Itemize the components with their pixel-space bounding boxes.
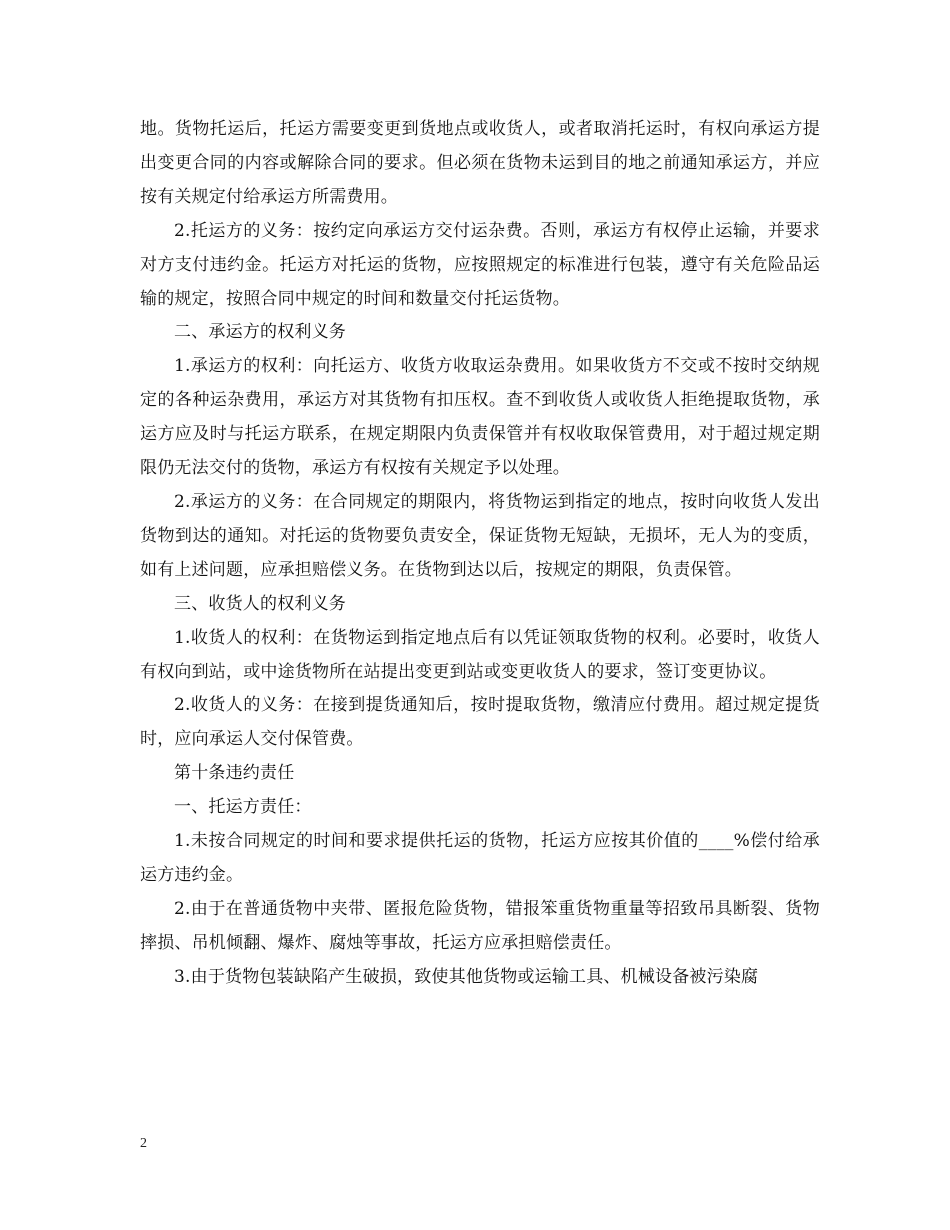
paragraph: 1.收货人的权利：在货物运到指定地点后有以凭证领取货物的权利。必要时，收货人有权向到站，或中途货物所在站提出变更到站或变更收货人的要求，签订变更协议。 bbox=[140, 627, 820, 682]
section-heading: 二、承运方的权利义务 bbox=[174, 322, 346, 343]
document-body bbox=[140, 113, 820, 995]
paragraph: 地。货物托运后，托运方需要变更到货地点或收货人，或者取消托运时，有权向承运方提出变更合同的内容或解除合同的要求。但必须在货物未运到目的地之前通知承运方，并应按有关规定付给承运方所需费用。 bbox=[140, 119, 820, 207]
article-heading: 第十条违约责任 bbox=[174, 763, 295, 784]
paragraph: 1.未按合同规定的时间和要求提供托运的货物，托运方应按其价值的____%偿付给承运方违约金。 bbox=[140, 831, 820, 885]
paragraph: 2.托运方的义务：按约定向承运方交付运杂费。否则，承运方有权停止运输，并要求对方支付违约金。托运方对托运的货物，应按照规定的标准进行包装，遵守有关危险品运输的规定，按照合同中规定的时间和数量交付托运货物。 bbox=[140, 220, 820, 309]
section-heading: 一、托运方责任： bbox=[174, 797, 312, 818]
paragraph: 2.收货人的义务：在接到提货通知后，按时提取货物，缴清应付费用。超过规定提货时，应向承运人交付保管费。 bbox=[140, 695, 820, 750]
paragraph: 2.承运方的义务：在合同规定的期限内，将货物运到指定的地点，按时向收货人发出货物到达的通知。对托运的货物要负责安全，保证货物无短缺，无损坏，无人为的变质，如有上述问题，应承担赔偿义务。在货物到达以后，按规定的期限，负责保管。 bbox=[140, 491, 820, 580]
paragraph: 3.由于货物包装缺陷产生破损，致使其他货物或运输工具、机械设备被污染腐 bbox=[174, 966, 759, 987]
section-heading: 三、收货人的权利义务 bbox=[174, 593, 346, 614]
page-number: 2 bbox=[140, 1136, 147, 1151]
paragraph: 2.由于在普通货物中夹带、匿报危险货物，错报笨重货物重量等招致吊具断裂、货物摔损、吊机倾翻、爆炸、腐烛等事故，托运方应承担赔偿责任。 bbox=[140, 898, 820, 953]
paragraph: 1.承运方的权利：向托运方、收货方收取运杂费用。如果收货方不交或不按时交纳规定的各种运杂费用，承运方对其货物有扣压权。查不到收货人或收货人拒绝提取货物，承运方应及时与托运方联系，在规定期限内负责保管并有权收取保管费用，对于超过规定期限仍无法交付的货物，承运方有权按有关规定予以处理。 bbox=[140, 356, 820, 479]
